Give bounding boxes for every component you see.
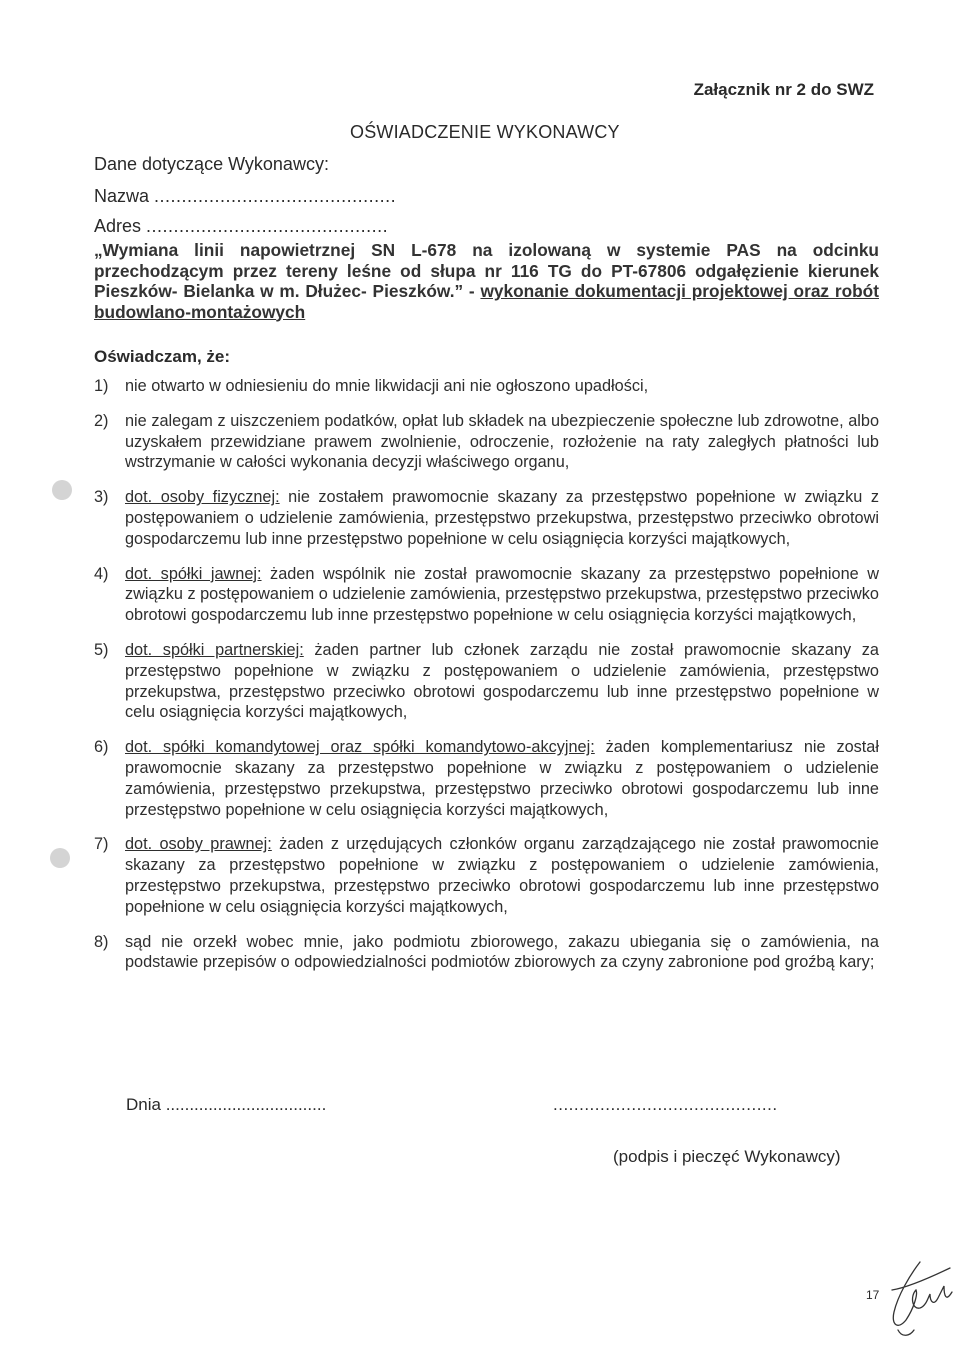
item-number: 4): [94, 564, 109, 583]
address-field: [94, 216, 388, 237]
list-item: [94, 564, 879, 626]
list-item: [94, 932, 879, 974]
project-title: [94, 240, 879, 322]
item-number: 2): [94, 411, 109, 430]
item-lead: dot. spółki partnerskiej:: [125, 640, 304, 659]
address-label: Adres: [94, 216, 142, 236]
item-number: 7): [94, 835, 109, 854]
list-item: [94, 411, 879, 473]
statement-list: [94, 376, 879, 987]
item-lead: dot. osoby fizycznej:: [125, 488, 280, 507]
item-lead: dot. osoby prawnej:: [125, 835, 272, 854]
date-dots: ..................................: [165, 1095, 327, 1114]
item-number: 1): [94, 377, 109, 395]
list-item: [94, 834, 879, 917]
list-item: [94, 640, 879, 723]
item-number: 8): [94, 932, 109, 951]
document-title: OŚWIADCZENIE WYKONAWCY: [350, 122, 620, 142]
name-dots: ............................................: [154, 186, 397, 206]
list-item: [94, 376, 879, 397]
name-field: [94, 186, 396, 207]
punch-hole: [50, 848, 70, 868]
project-scope: wykonanie dokumentacji projektowej oraz robót budowlano-montażowych: [94, 281, 879, 322]
item-text: żaden partner lub członek zarządu nie został prawomocnie skazany za przestępstwo popełnione w związku z postępowaniem o udzielenie zamówienia, przestępstwo przekupstwa, przestępstwo przeciwko obrotowi gospodarczemu lub inne przestępstwo popełnione w celu osiągnięcia korzyści majątkowych,: [125, 640, 879, 722]
item-lead: dot. spółki komandytowej oraz spółki komandytowo-akcyjnej:: [125, 738, 595, 757]
name-label: Nazwa: [94, 186, 150, 206]
statement-heading: Oświadczam, że:: [94, 347, 231, 366]
item-lead: dot. spółki jawnej:: [125, 564, 262, 583]
item-text: nie otwarto w odniesieniu do mnie likwidacji ani nie ogłoszono upadłości,: [125, 377, 649, 395]
address-dots: ............................................: [146, 216, 389, 236]
item-text: nie zostałem prawomocnie skazany za przestępstwo popełnione w związku z postępowaniem o udzielenie zamówienia, przestępstwo przekupstwa, przestępstwo przeciwko obrotowi gospodarczemu lub inne przestępstwo popełnione w celu osiągnięcia korzyści majątkowych,: [125, 488, 879, 548]
project-name: „Wymiana linii napowietrznej SN L-678 na izolowaną w systemie PAS na odcinku przechodzącym przez tereny leśne od słupa nr 116 TG do PT-67806 odgałęzienie kierunek Pieszków- Bielanka w m. Dłużec- Pieszków.”: [94, 240, 879, 301]
project-separator: -: [463, 281, 481, 301]
list-item: [94, 737, 879, 820]
signature-line: ...........................................: [553, 1095, 778, 1114]
list-item: [94, 487, 879, 549]
item-text: żaden wspólnik nie został prawomocnie skazany za przestępstwo popełnione w związku z postępowaniem o udzielenie zamówienia, przestępstwo przekupstwa, przestępstwo przeciwko obrotowi gospodarczemu lub inne przestępstwo popełnione w celu osiągnięcia korzyści majątkowych,: [125, 564, 879, 625]
contractor-heading: Dane dotyczące Wykonawcy:: [94, 154, 329, 174]
attachment-label: Załącznik nr 2 do SWZ: [693, 80, 874, 99]
date-field: [126, 1095, 326, 1115]
item-text: żaden z urzędujących członków organu zarządzającego nie został prawomocnie skazany za przestępstwo popełnione w związku z postępowaniem o udzielenie zamówienia, przestępstwo przekupstwa, przestępstwo przeciwko obrotowi gospodarczemu lub inne przestępstwo popełnione w celu osiągnięcia korzyści majątkowych,: [125, 835, 879, 916]
item-text: żaden komplementariusz nie został prawomocnie skazany za przestępstwo popełnione w związku z postępowaniem o udzielenie zamówienia, przestępstwo przekupstwa, przestępstwo przeciwko obrotowi gospodarczemu lub inne przestępstwo popełnione w celu osiągnięcia korzyści majątkowych,: [125, 738, 879, 819]
date-label: Dnia: [126, 1095, 161, 1114]
signature-caption: (podpis i pieczęć Wykonawcy): [613, 1147, 841, 1166]
item-number: 6): [94, 738, 109, 757]
punch-hole: [52, 480, 72, 500]
handwritten-signature: [880, 1250, 960, 1340]
item-number: 5): [94, 640, 109, 659]
page-number: 17: [866, 1288, 880, 1302]
item-text: sąd nie orzekł wobec mnie, jako podmiotu zbiorowego, zakazu ubiegania się o zamówienia, na podstawie przepisów o odpowiedzialności podmiotów zbiorowych za czyny zabronione pod groźbą kary;: [125, 932, 879, 972]
item-number: 3): [94, 488, 109, 507]
item-text: nie zalegam z uiszczeniem podatków, opłat lub składek na ubezpieczenie społeczne lub zdrowotne, albo uzyskałem przewidziane prawem zwolnienie, odroczenie, rozłożenie na raty zaległych płatności lub wstrzymanie w całości wykonania decyzji właściwego organu,: [125, 411, 879, 472]
